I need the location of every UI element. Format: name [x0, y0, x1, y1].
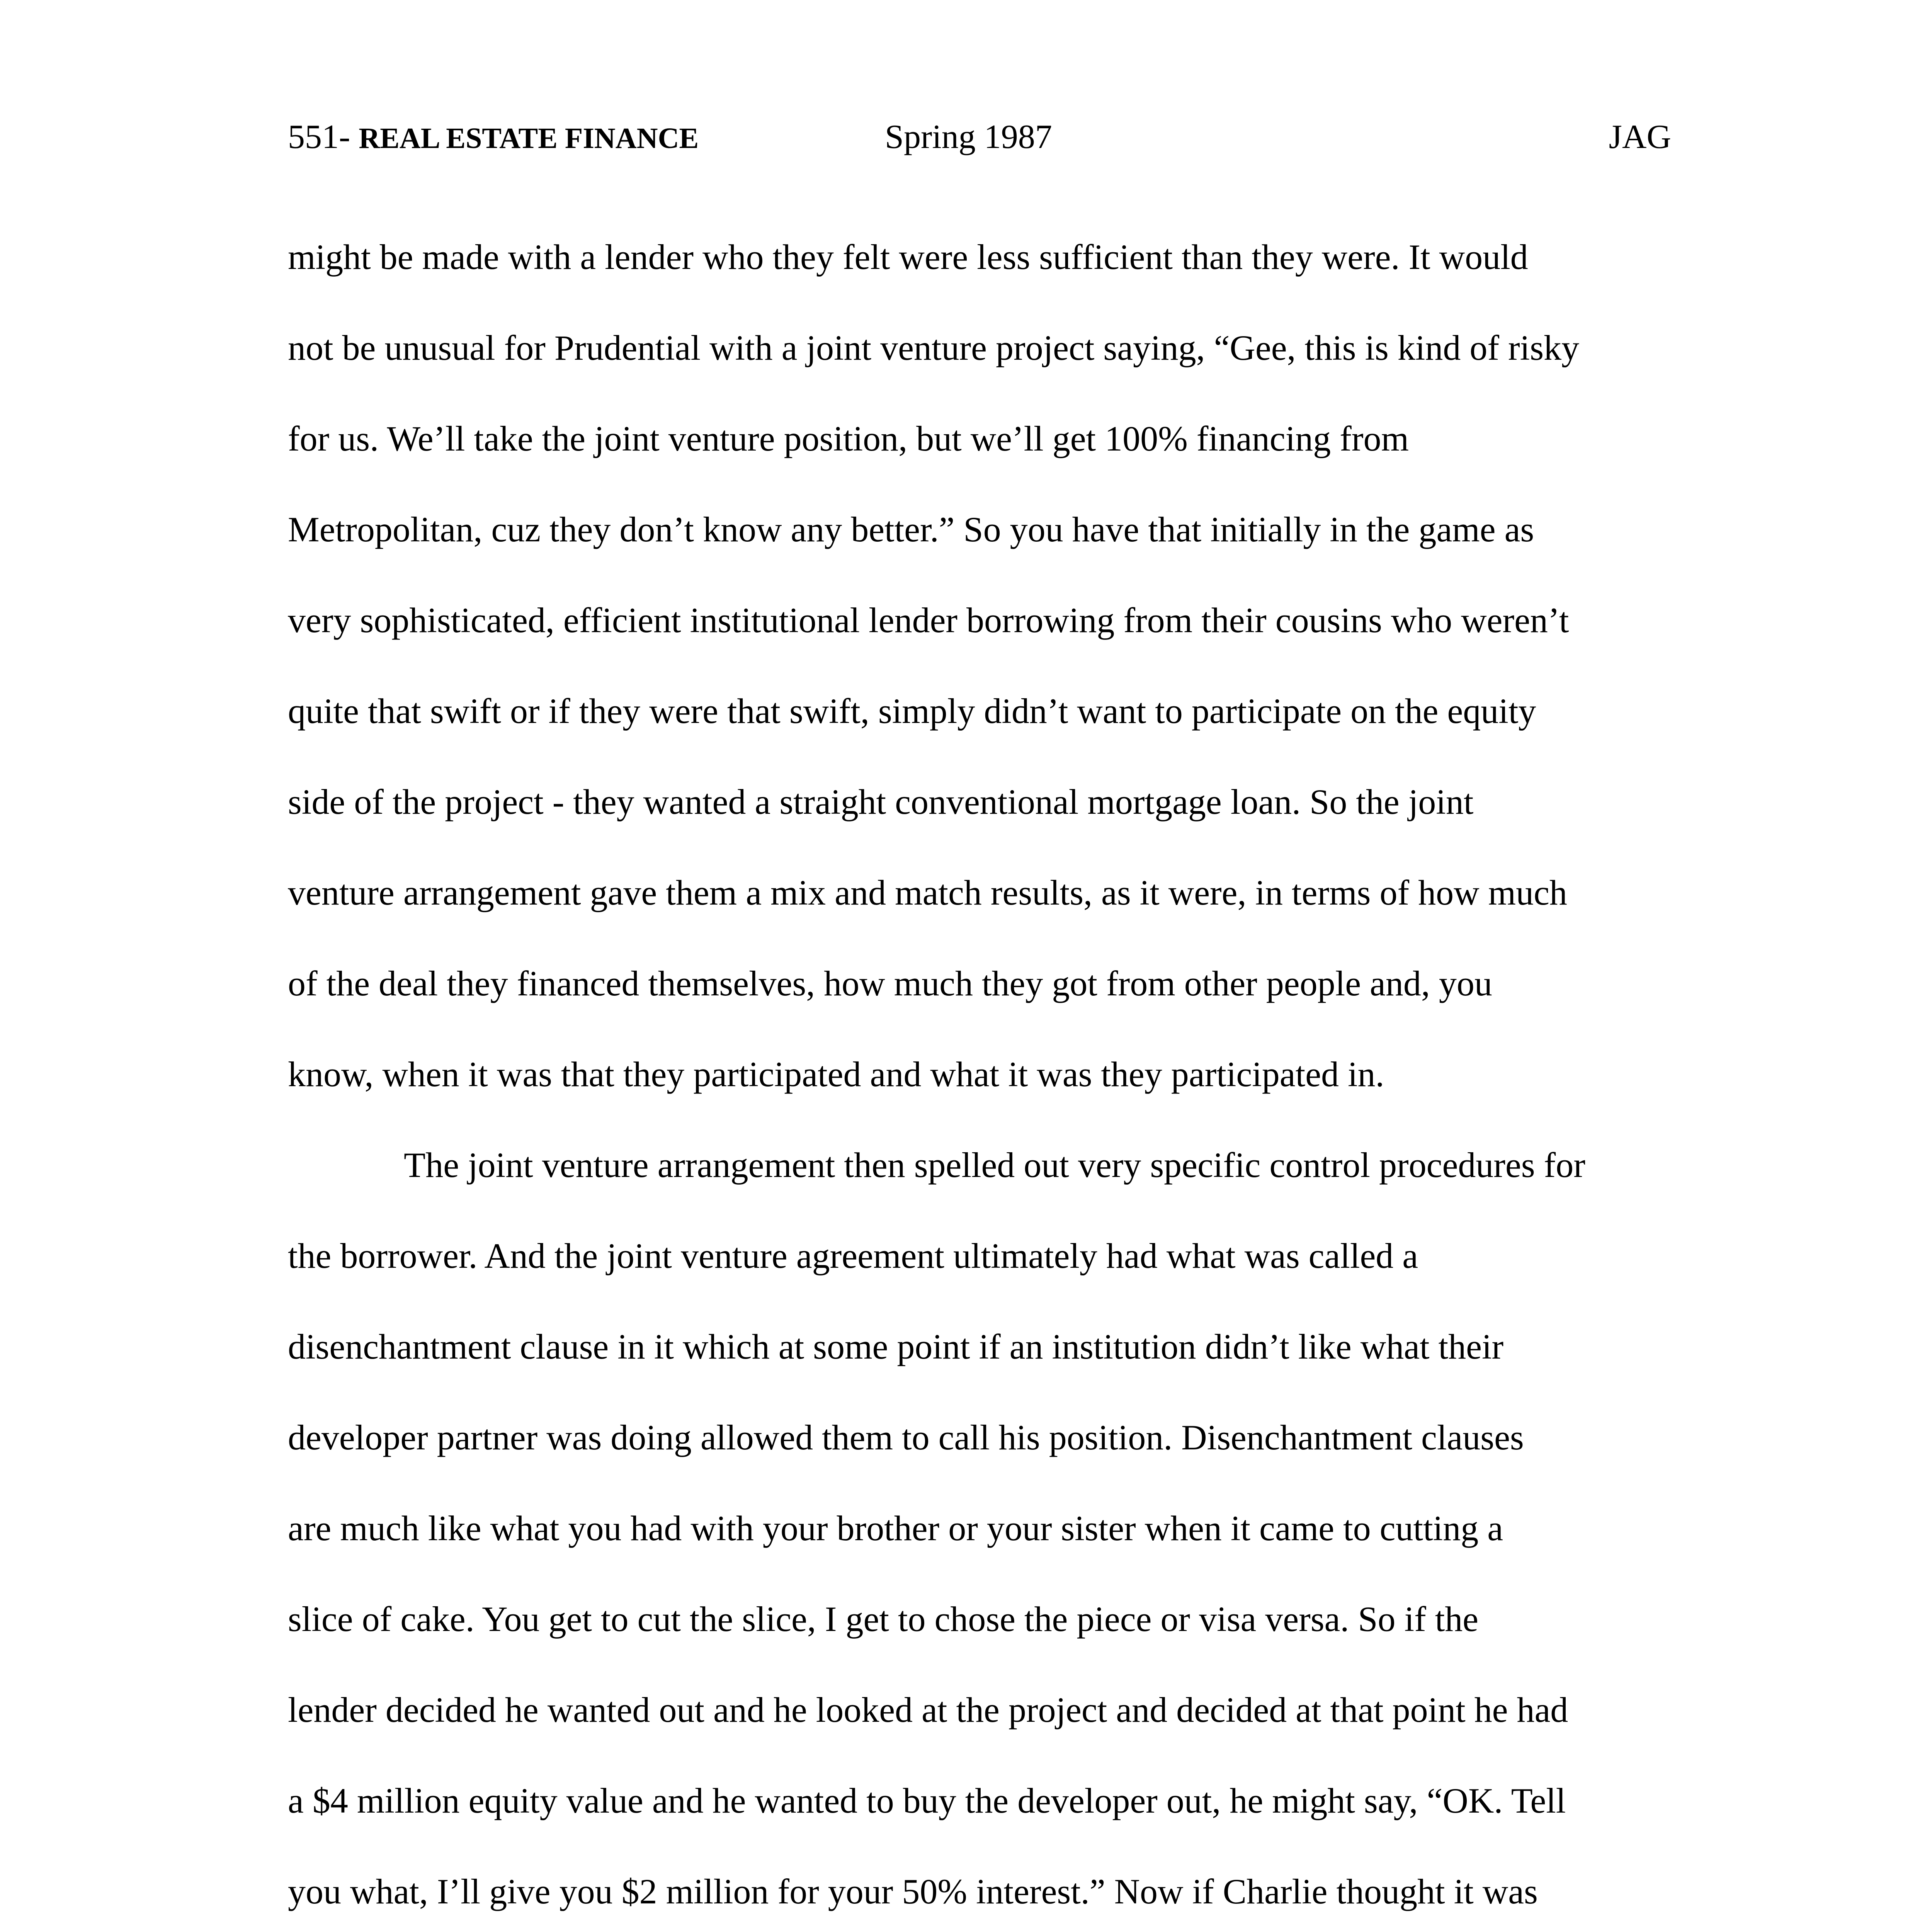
paragraph-start-line: The joint venture arrangement then spelled out very specific control procedures for — [404, 1145, 1585, 1185]
text-line: know, when it was that they participated and what it was they participated in. — [288, 1054, 1384, 1094]
text-line: venture arrangement gave them a mix and match results, as it were, in terms of how much — [288, 873, 1567, 912]
text-line: Metropolitan, cuz they don’t know any better.” So you have that initially in the game as — [288, 510, 1534, 549]
text-line: are much like what you had with your brother or your sister when it came to cutting a — [288, 1509, 1503, 1548]
text-line: not be unusual for Prudential with a joint venture project saying, “Gee, this is kind of risky — [288, 328, 1580, 367]
text-line: very sophisticated, efficient institutional lender borrowing from their cousins who weren’t — [288, 600, 1569, 640]
text-line: lender decided he wanted out and he looked at the project and decided at that point he had — [288, 1690, 1568, 1730]
text-line: slice of cake. You get to cut the slice, I get to chose the piece or visa versa. So if the — [288, 1599, 1479, 1639]
text-line: of the deal they financed themselves, how much they got from other people and, you — [288, 964, 1492, 1003]
course-title: REAL ESTATE FINANCE — [359, 122, 699, 155]
text-line: you what, I’ll give you $2 million for your 50% interest.” Now if Charlie thought it was — [288, 1872, 1538, 1911]
text-line: for us. We’ll take the joint venture position, but we’ll get 100% financing from — [288, 419, 1409, 458]
text-line: quite that swift or if they were that swift, simply didn’t want to participate on the equity — [288, 691, 1536, 731]
author-initials: JAG — [1609, 118, 1671, 156]
term-label: Spring 1987 — [885, 118, 1052, 156]
page-header — [0, 116, 1932, 158]
text-line: the borrower. And the joint venture agreement ultimately had what was called a — [288, 1236, 1418, 1276]
course-heading — [288, 116, 699, 160]
text-line: a $4 million equity value and he wanted to buy the developer out, he might say, “OK. Tell — [288, 1781, 1566, 1820]
transcript-body — [288, 230, 1683, 1932]
text-line: might be made with a lender who they felt were less sufficient than they were. It would — [288, 237, 1528, 277]
text-line: developer partner was doing allowed them to call his position. Disenchantment clauses — [288, 1418, 1524, 1457]
text-line: disenchantment clause in it which at some point if an institution didn’t like what their — [288, 1327, 1504, 1366]
text-line: side of the project - they wanted a straight conventional mortgage loan. So the joint — [288, 782, 1474, 821]
course-number: 551- — [288, 118, 359, 156]
